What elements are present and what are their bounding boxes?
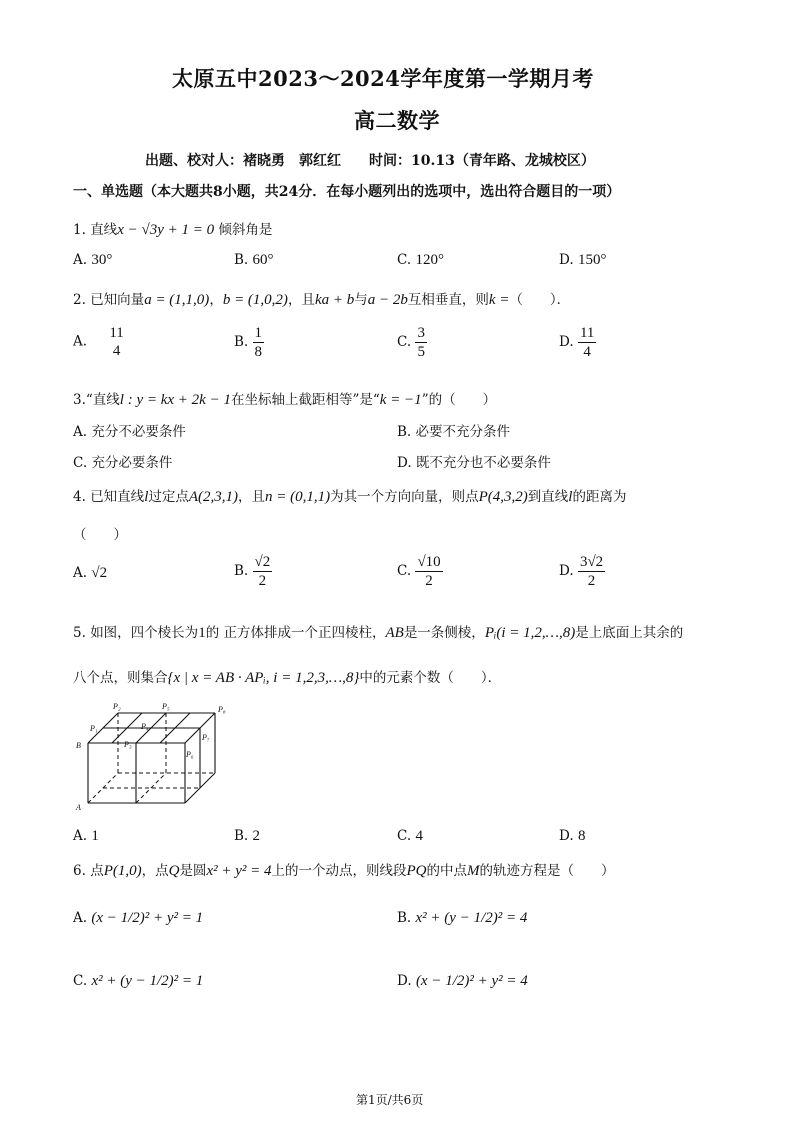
option-c: C. $\frac{3}{5}$ [397, 325, 425, 360]
question-2: 2. 已知向量a = (1,1,0)，b = (1,0,2)，且ka + b与a − 2b互相垂直，则k =（ ）． [73, 292, 571, 308]
vector-a: a = (1,1,0) [144, 292, 210, 308]
question-6: 6. 点P(1,0)，点Q是圆x² + y² = 4上的一个动点，则线段PQ的中点M的轨迹方程是（ ） [73, 863, 615, 879]
option-b: B. $\frac{1}{8}$ [234, 325, 263, 360]
option-b: B. 60° [234, 252, 274, 268]
option-d: D. $\frac{3√2}{2}$ [559, 554, 604, 589]
label-p2: P₂ [113, 702, 121, 711]
option-c: C. 充分必要条件 [73, 455, 173, 471]
option-a: A. (x − 1/2)² + y² = 1 [73, 910, 204, 926]
option-c: C. 120° [397, 252, 444, 268]
exam-title: 太原五中2023～2024学年度第一学期月考 [172, 66, 594, 91]
option-b: B. 必要不充分条件 [397, 424, 511, 440]
question-5-line2: 八个点，则集合{x | x = AB · APᵢ, i = 1,2,3,…,8}中的元素个数（ ）． [73, 670, 502, 686]
label-p4: P₄ [141, 722, 149, 731]
label-p3: P₃ [124, 740, 132, 749]
vector-b: b = (1,0,2) [222, 292, 288, 308]
question-3: 3.“直线l : y = kx + 2k − 1在坐标轴上截距相等”是“k = −1”的（ ） [73, 392, 497, 408]
option-d: D. 既不充分也不必要条件 [397, 455, 551, 471]
question-number: 1. [73, 222, 86, 238]
question-text: 倾斜角是 [218, 222, 273, 238]
option-c: C. 4 [397, 828, 423, 844]
question-4: 4. 已知直线l过定点A(2,3,1)，且n = (0,1,1)为其一个方向向量，则点P(4,3,2)到直线l的距离为 [73, 489, 627, 505]
label-p7: P₇ [202, 733, 210, 742]
option-a: A. 1 [73, 828, 99, 844]
subject-title: 高二数学 [354, 108, 440, 133]
question-number: 2. [73, 292, 86, 308]
option-a: A. 11 4 [73, 325, 124, 359]
label-p8: P₈ [218, 705, 226, 714]
option-c: C. x² + (y − 1/2)² = 1 [73, 973, 204, 989]
option-d: D. 150° [559, 252, 607, 268]
prism-figure [70, 700, 240, 812]
option-a: A. 充分不必要条件 [73, 424, 186, 440]
label-b: B [76, 741, 81, 750]
option-a: A. √2 [73, 565, 108, 581]
option-b: B. 2 [234, 828, 261, 844]
label-p5: P₅ [162, 702, 170, 711]
option-d: D. 8 [559, 828, 586, 844]
option-b: B. $\frac{√2}{2}$ [234, 554, 271, 589]
option-b: B. x² + (y − 1/2)² = 4 [397, 910, 528, 926]
option-c: C. $\frac{√10}{2}$ [397, 554, 441, 589]
answer-blank: （ ） [73, 527, 127, 543]
option-d: D. (x − 1/2)² + y² = 4 [397, 973, 528, 989]
exam-info: 出题、校对人：褚晓勇 郭红红 时间：10.13（青年路、龙城校区） [145, 153, 595, 169]
question-text: 直线 [90, 222, 118, 238]
question-5: 5. 如图，四个棱长为1的 正方体排成一个正四棱柱，AB是一条侧棱，Pᵢ(i = 1,2,…,8)是上底面上其余的 [73, 625, 684, 641]
page-number: 第1页/共6页 [356, 1093, 424, 1107]
label-a: A [76, 803, 81, 812]
math-expression: x − √3y + 1 = 0 [117, 222, 215, 238]
option-a: A. 30° [73, 252, 113, 268]
question-1 [73, 218, 272, 239]
label-p1: P₁ [90, 724, 98, 733]
label-p6: P₆ [186, 750, 194, 759]
option-d: D. $\frac{11}{4}$ [559, 325, 595, 360]
section-heading: 一、单选题（本大题共8小题，共24分．在每小题列出的选项中，选出符合题目的一项） [73, 184, 621, 200]
